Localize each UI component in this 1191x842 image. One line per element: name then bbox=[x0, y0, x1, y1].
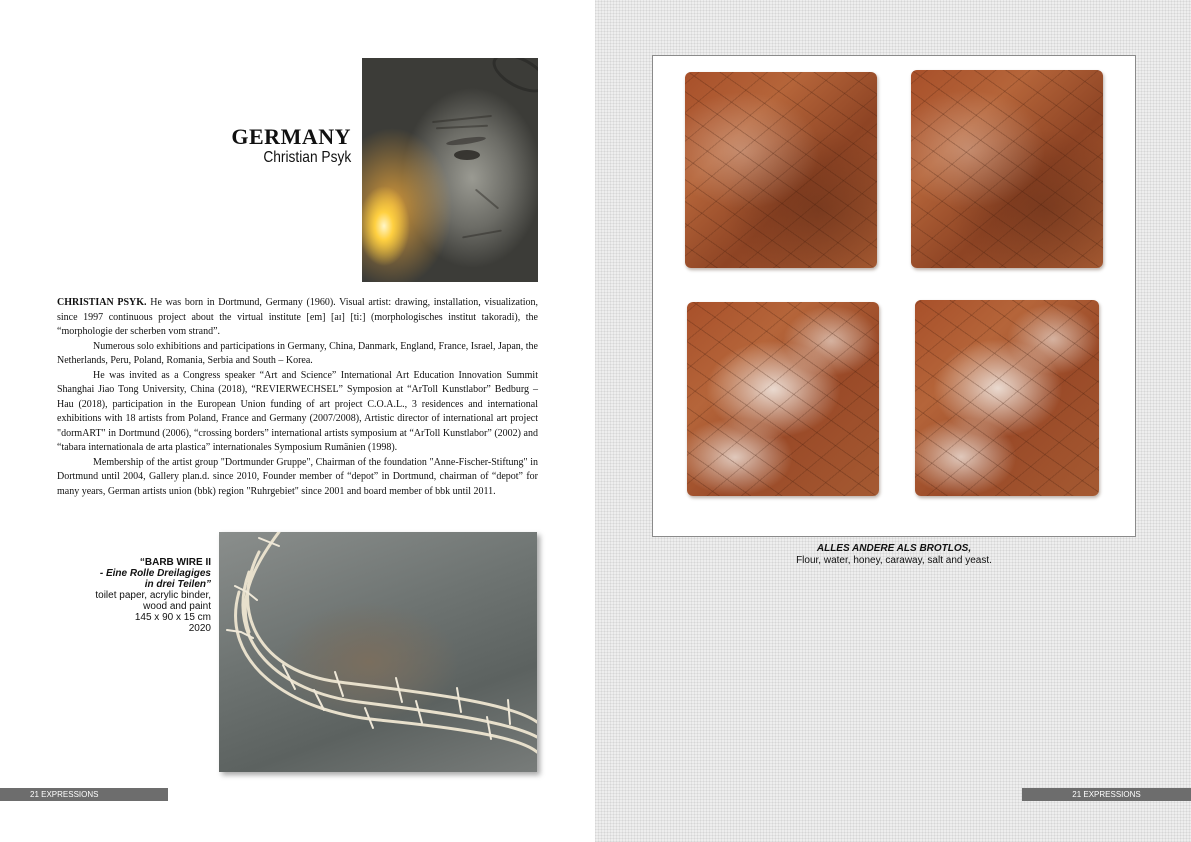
footer-right: 21 EXPRESSIONS bbox=[1022, 788, 1191, 801]
glasses-shape bbox=[486, 58, 538, 100]
artwork-caption-left bbox=[57, 557, 211, 634]
bio-lead: CHRISTIAN PSYK. bbox=[57, 297, 147, 308]
artist-biography bbox=[57, 296, 538, 499]
artwork-subtitle: - Eine Rolle Dreilagiges bbox=[99, 568, 211, 579]
bio-paragraph: Membership of the artist group "Dortmunder Gruppe", Chairman of the foundation "Anne-Fischer-Stiftung" in Dortmund until 2004, Gallery plan.d. since 2010, Founder member of “depot” in Dortmund, chairman of “depot” for many years, German artists union (bbk) region "Ruhrgebiet" since 2001 and board member of bbk until 2011. bbox=[57, 456, 538, 497]
artist-name: Christian Psyk bbox=[263, 149, 351, 166]
bio-paragraph: He was invited as a Congress speaker “Art and Science” International Art Education Innovation Summit Shanghai Jiao Tong University, China (2018), “REVIERWECHSEL” Symposion at “ArToll Kunstlabor” Bedburg – Hau (2018), participation in the European Union funding of art project C.O.A.L., 3 residences and international exhibitions with 18 artists from Poland, France and Germany (2007/2008), Artistic director of international art project "dormART" in Dortmund (2006), “crossing borders” international artists symposium at “ArToll Kunstlabor” (2002) and “tabara internationala de arta plastica” internationales Symposium Rumänien (1998). bbox=[57, 369, 538, 453]
footer-left: 21 EXPRESSIONS bbox=[0, 788, 168, 801]
bread-loaf-image bbox=[687, 302, 879, 496]
bio-paragraph bbox=[57, 296, 538, 340]
bio-paragraph: Numerous solo exhibitions and participations in Germany, China, Danmark, England, France, Israel, Japan, the Netherlands, Peru, Poland, Romania, Serbia and South – Korea. bbox=[57, 340, 538, 366]
wrinkle-line bbox=[462, 230, 502, 239]
artwork-year: 2020 bbox=[188, 623, 211, 634]
bread-loaf-image bbox=[685, 72, 877, 268]
bread-loaf-image bbox=[911, 70, 1103, 268]
bread-artwork-frame bbox=[652, 55, 1136, 537]
left-page bbox=[0, 0, 595, 842]
artist-portrait-image bbox=[362, 58, 538, 282]
wrinkle-line bbox=[436, 125, 488, 130]
artwork-title: ALLES ANDERE ALS BROTLOS, bbox=[816, 543, 972, 554]
artwork-dimensions: 145 x 90 x 15 cm bbox=[134, 612, 211, 623]
country-title: GERMANY bbox=[231, 124, 351, 149]
wrinkle-line bbox=[475, 189, 499, 210]
artwork-material: wood and paint bbox=[143, 601, 211, 612]
barb-wire-drawing bbox=[219, 532, 537, 772]
wrinkle-line bbox=[432, 115, 492, 123]
bread-loaf-image bbox=[915, 300, 1099, 496]
barb-wire-artwork-image bbox=[219, 532, 537, 772]
right-page bbox=[595, 0, 1191, 842]
artwork-materials: Flour, water, honey, caraway, salt and yeast. bbox=[796, 555, 992, 566]
artwork-caption-right bbox=[652, 543, 1136, 567]
artwork-title: “BARB WIRE II bbox=[139, 557, 211, 568]
artwork-subtitle: in drei Teilen” bbox=[144, 579, 211, 590]
brow-shape bbox=[446, 135, 486, 147]
artwork-material: toilet paper, acrylic binder, bbox=[95, 590, 211, 601]
bio-text: He was born in Dortmund, Germany (1960). Visual artist: drawing, installation, visualization, since 1997 continuous project about the virtual institute [em] [aɪ] [ti:] (morphologisches institut takoradi), the “morphologie der scherben vom strand”. bbox=[57, 297, 538, 337]
eye-shape bbox=[454, 150, 480, 160]
